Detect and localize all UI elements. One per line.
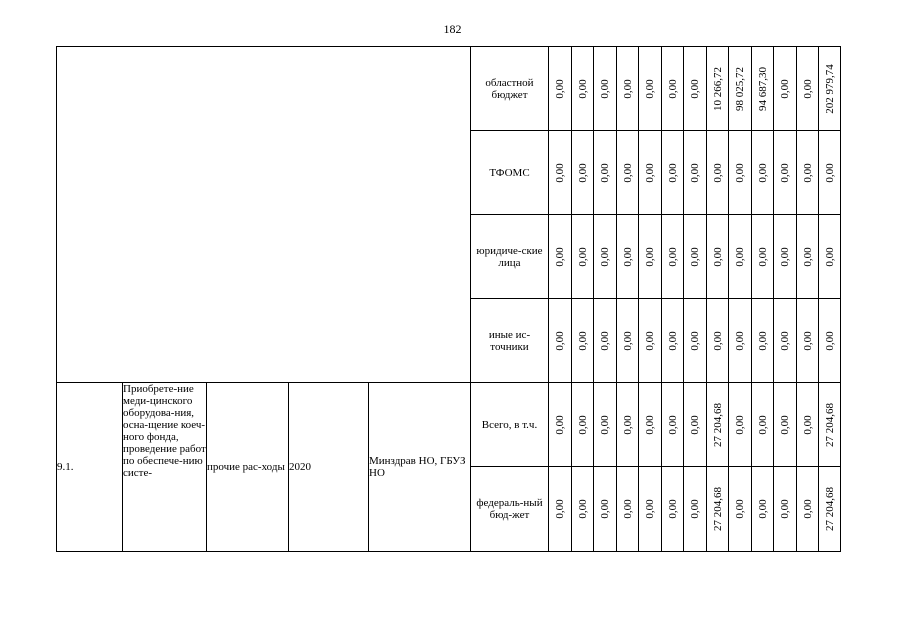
value-text: 0,00 [599,414,611,435]
value-text: 0,00 [756,414,769,435]
value-cell [662,131,684,215]
value-cell [662,467,684,552]
value-text: 0,00 [644,246,656,267]
value-cell [594,47,617,131]
value-cell [797,467,819,552]
value-cell [729,299,752,383]
value-cell [572,47,594,131]
value-text: 0,00 [823,162,836,183]
value-text: 0,00 [756,330,769,351]
value-cell [572,383,594,467]
value-cell [819,131,841,215]
value-cell [707,47,729,131]
table-row [57,47,841,131]
value-text: 0,00 [599,162,611,183]
value-text: 27 204,68 [823,487,836,531]
value-cell [729,215,752,299]
value-cell [707,383,729,467]
value-text: 0,00 [644,162,656,183]
value-text: 0,00 [801,414,814,435]
value-cell [819,215,841,299]
source-label: юридиче-ские лица [471,215,549,299]
value-text: 0,00 [621,246,634,267]
value-text: 0,00 [554,499,566,519]
value-text: 0,00 [689,78,701,99]
value-text: 0,00 [554,414,566,435]
value-text: 0,00 [599,78,611,99]
value-cell [729,467,752,552]
value-text: 0,00 [554,330,566,351]
value-text: 98 025,72 [734,66,746,111]
value-text: 0,00 [801,162,814,183]
value-cell [572,467,594,552]
value-cell [572,131,594,215]
value-text: 0,00 [644,330,656,351]
value-text: 0,00 [666,78,679,99]
value-text: 0,00 [621,414,634,435]
value-text: 0,00 [644,414,656,435]
value-text: 0,00 [554,162,566,183]
value-cell [684,47,707,131]
value-text: 10 266,72 [711,66,724,111]
value-text: 0,00 [644,499,656,519]
value-text: 27 204,68 [823,402,836,447]
value-cell [684,467,707,552]
value-text: 0,00 [689,330,701,351]
value-cell [797,383,819,467]
value-text: 0,00 [576,162,589,183]
value-cell [752,467,774,552]
value-cell [549,47,572,131]
value-cell [774,215,797,299]
value-text: 0,00 [621,78,634,99]
value-cell [549,467,572,552]
value-cell [774,299,797,383]
value-text: 0,00 [644,78,656,99]
value-cell [617,383,639,467]
item-number: 9.1. [57,383,123,552]
value-cell [617,47,639,131]
value-text: 0,00 [689,414,701,435]
value-text: 0,00 [779,78,791,99]
value-cell [617,215,639,299]
source-label: ТФОМС [471,131,549,215]
value-text: 0,00 [711,246,724,267]
value-text: 27 204,68 [711,487,724,531]
item-name: Приобрете-ние меди-цинского оборудова-ния, осна-щение коеч-ного фонда, проведение работ по обеспече-нию систе- [123,383,207,552]
value-cell [819,47,841,131]
expense-type: прочие рас-ходы [207,383,289,552]
value-cell [617,467,639,552]
value-cell [684,383,707,467]
value-text: 27 204,68 [711,402,724,447]
value-text: 0,00 [599,499,611,519]
value-cell [549,131,572,215]
value-text: 0,00 [779,162,791,183]
value-cell [752,299,774,383]
value-cell [729,131,752,215]
value-text: 0,00 [554,246,566,267]
value-cell [662,47,684,131]
value-cell [684,215,707,299]
value-text: 0,00 [801,499,814,519]
value-cell [774,467,797,552]
value-cell [819,299,841,383]
value-cell [662,215,684,299]
value-text: 0,00 [666,499,679,519]
value-cell [572,215,594,299]
value-cell [752,131,774,215]
source-label: федераль-ный бюд-жет [471,467,549,552]
page-number: 182 [443,22,462,36]
value-text: 0,00 [666,246,679,267]
value-text: 0,00 [621,162,634,183]
value-text: 0,00 [621,499,634,519]
value-cell [797,215,819,299]
value-text: 0,00 [621,330,634,351]
value-cell [639,215,662,299]
value-cell [549,215,572,299]
blank-merged-cell [57,47,471,383]
value-text: 0,00 [734,499,746,519]
value-text: 0,00 [576,414,589,435]
value-cell [594,383,617,467]
value-text: 0,00 [666,414,679,435]
value-text: 0,00 [734,246,746,267]
value-cell [707,215,729,299]
value-text: 0,00 [801,78,814,99]
value-cell [774,131,797,215]
value-text: 0,00 [689,162,701,183]
value-text: 0,00 [801,330,814,351]
value-cell [752,215,774,299]
source-label: областной бюджет [471,47,549,131]
value-cell [594,467,617,552]
value-text: 0,00 [554,78,566,99]
source-label: иные ис-точники [471,299,549,383]
value-cell [752,383,774,467]
value-text: 94 687,30 [756,66,769,111]
value-text: 0,00 [779,414,791,435]
value-cell [797,299,819,383]
value-cell [707,467,729,552]
value-cell [774,383,797,467]
value-text: 0,00 [734,330,746,351]
value-text: 0,00 [576,246,589,267]
value-cell [639,47,662,131]
table-row [57,383,841,467]
value-text: 0,00 [599,330,611,351]
value-text: 0,00 [666,162,679,183]
value-text: 0,00 [779,246,791,267]
value-text: 0,00 [801,246,814,267]
value-text: 0,00 [823,330,836,351]
value-cell [617,299,639,383]
value-text: 0,00 [689,499,701,519]
value-cell [639,299,662,383]
value-text: 0,00 [756,162,769,183]
budget-table [56,46,841,552]
value-cell [617,131,639,215]
value-cell [729,383,752,467]
value-text: 0,00 [734,414,746,435]
value-text: 0,00 [599,246,611,267]
value-text: 0,00 [576,330,589,351]
value-text: 0,00 [756,499,769,519]
value-text: 202 979,74 [823,63,836,114]
value-cell [594,299,617,383]
value-text: 0,00 [756,246,769,267]
value-text: 0,00 [823,246,836,267]
value-text: 0,00 [711,162,724,183]
value-text: 0,00 [666,330,679,351]
value-cell [639,383,662,467]
value-cell [752,47,774,131]
value-cell [662,299,684,383]
value-cell [662,383,684,467]
value-cell [707,131,729,215]
value-cell [797,131,819,215]
value-text: 0,00 [689,246,701,267]
value-cell [707,299,729,383]
value-cell [549,299,572,383]
item-executor: Минздрав НО, ГБУЗ НО [369,383,471,552]
value-cell [684,299,707,383]
value-cell [819,467,841,552]
value-cell [639,131,662,215]
value-cell [594,131,617,215]
value-cell [774,47,797,131]
value-cell [572,299,594,383]
value-text: 0,00 [779,330,791,351]
value-cell [729,47,752,131]
value-cell [639,467,662,552]
source-label: Всего, в т.ч. [471,383,549,467]
value-cell [594,215,617,299]
value-cell [684,131,707,215]
value-text: 0,00 [576,78,589,99]
value-cell [819,383,841,467]
value-text: 0,00 [711,330,724,351]
value-cell [797,47,819,131]
value-text: 0,00 [734,162,746,183]
value-text: 0,00 [779,499,791,519]
value-cell [549,383,572,467]
item-year: 2020 [289,383,369,552]
value-text: 0,00 [576,499,589,519]
